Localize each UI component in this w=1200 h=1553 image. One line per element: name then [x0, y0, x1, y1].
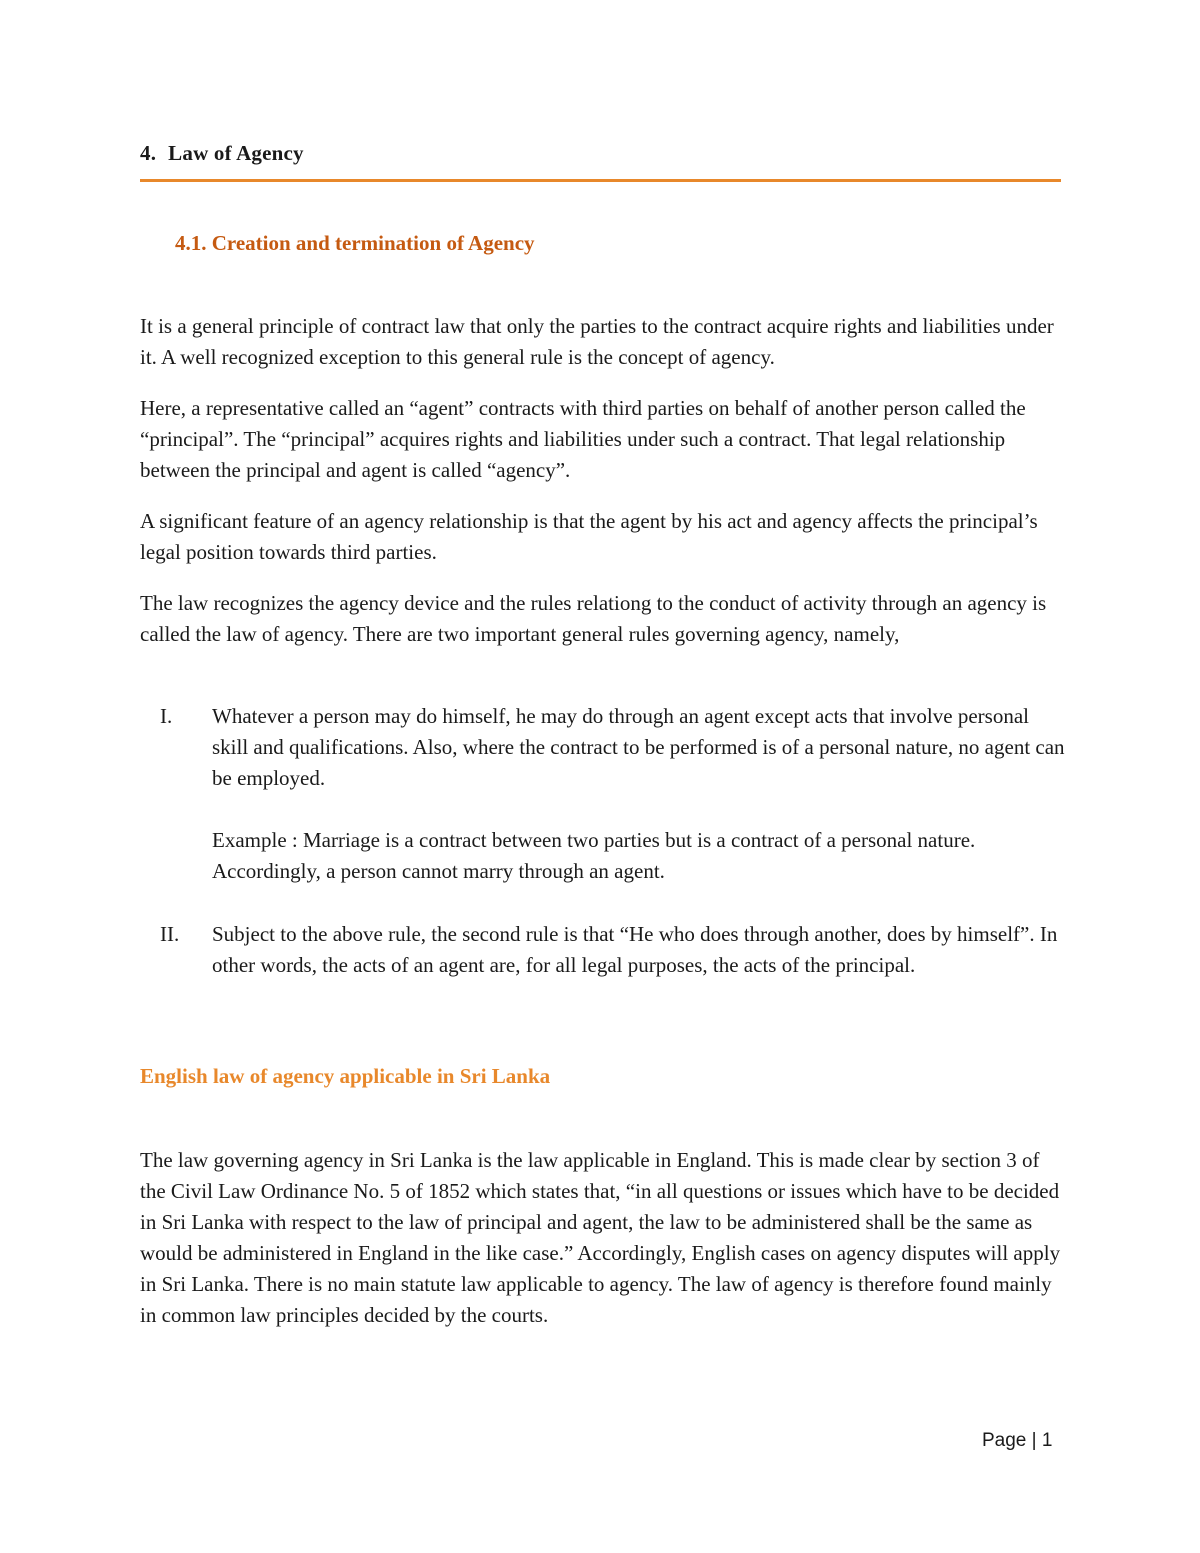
rule-text: Whatever a person may do himself, he may do through an agent except acts that involve personal skill and qualifications. Also, where the contract to be performed is of a personal nature, no agent can be employed.: [212, 704, 1065, 790]
chapter-number: 4.: [140, 141, 157, 165]
chapter-title: Law of Agency: [168, 141, 304, 165]
intro-paragraph: It is a general principle of contract law that only the parties to the contract acquire rights and liabilities under it. A well recognized exception to this general rule is the concept of agency.: [140, 314, 1054, 369]
agency-feature-paragraph: A significant feature of an agency relationship is that the agent by his act and agency affects the principal’s legal position towards third parties.: [140, 509, 1038, 564]
agent-definition-paragraph: Here, a representative called an “agent” contracts with third parties on behalf of another person called the “principal”. The “principal” acquires rights and liabilities under such a contract. That legal relationship between the principal and agent is called “agency”.: [140, 396, 1026, 482]
chapter-heading: [140, 141, 304, 166]
heading-divider: [140, 179, 1061, 182]
rule-marker: I.: [160, 704, 173, 728]
sri-lanka-law-paragraph: The law governing agency in Sri Lanka is the law applicable in England. This is made clear by section 3 of the Civil Law Ordinance No. 5 of 1852 which states that, “in all questions or issues which have to be decided in Sri Lanka with respect to the law of principal and agent, the law to be administered shall be the same as would be administered in England in the like case.” Accordingly, English cases on agency disputes will apply in Sri Lanka. There is no main statute law applicable to agency. The law of agency is therefore found mainly in common law principles decided by the courts.: [140, 1148, 1061, 1327]
law-of-agency-paragraph: The law recognizes the agency device and the rules relationg to the conduct of activity through an agency is called the law of agency. There are two important general rules governing agency, namely,: [140, 591, 1047, 646]
rule-marker: II.: [160, 922, 180, 946]
subsection-heading: English law of agency applicable in Sri Lanka: [140, 1064, 551, 1088]
page-number-footer: Page | 1: [982, 1430, 1053, 1451]
rule-example: Example : Marriage is a contract between two parties but is a contract of a personal nature. Accordingly, a person cannot marry through an agent.: [212, 828, 976, 883]
section-heading: 4.1. Creation and termination of Agency: [175, 231, 535, 255]
rule-text: Subject to the above rule, the second rule is that “He who does through another, does by himself”. In other words, the acts of an agent are, for all legal purposes, the acts of the principal.: [212, 922, 1058, 977]
